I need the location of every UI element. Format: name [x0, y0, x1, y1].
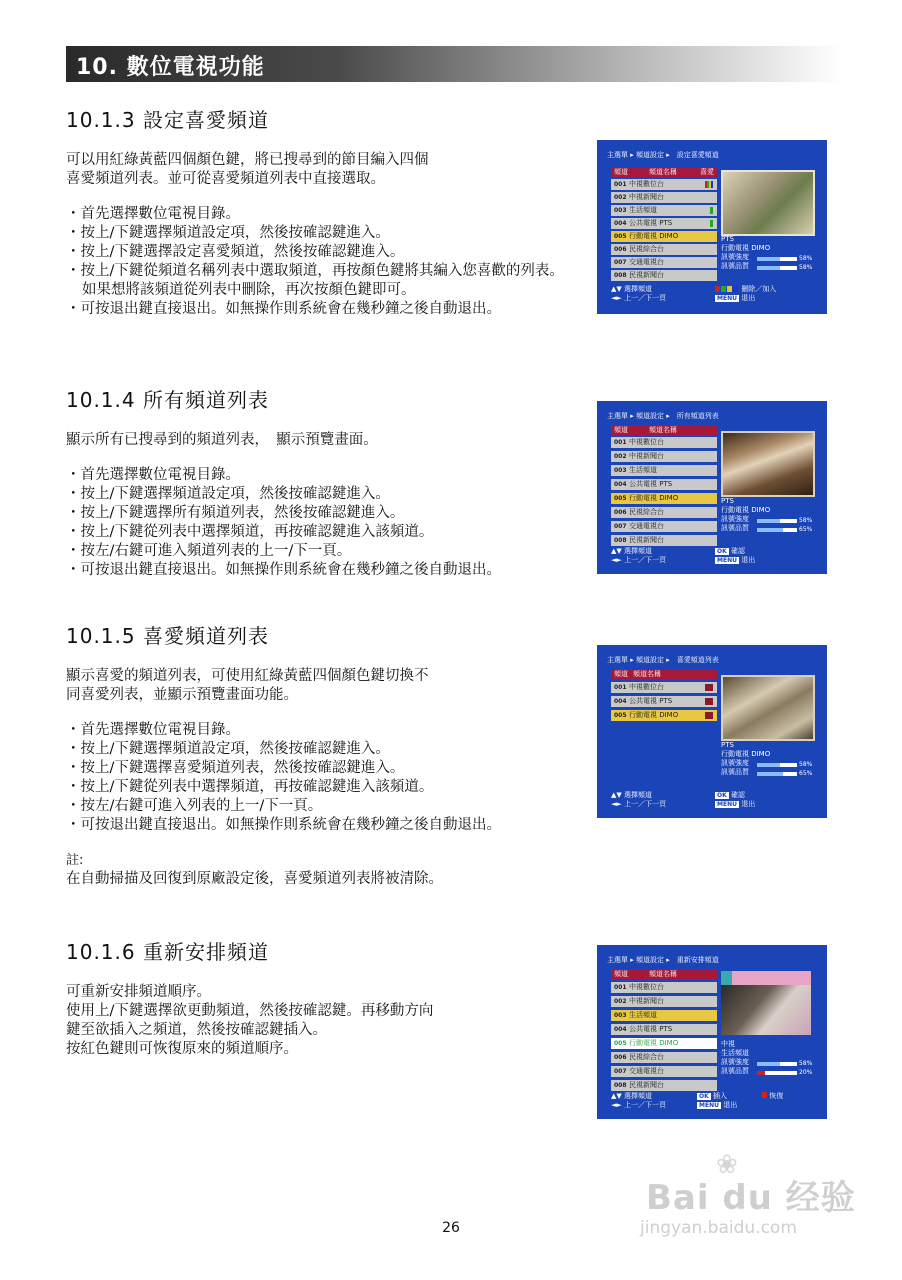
intro-line: 可以用紅綠黃藍四個顏色鍵，將已搜尋到的節目編入四個 — [66, 152, 429, 168]
step-item: ・ 按上/下鍵選擇喜愛頻道列表，然後按確認鍵進入。 — [66, 759, 566, 778]
signal-quality-meter — [757, 772, 797, 776]
channel-row[interactable]: 004 公共電視 PTS — [611, 696, 717, 707]
channel-row[interactable]: 004 公共電視 PTS — [611, 218, 717, 229]
step-item: ・ 按上/下鍵從列表中選擇頻道，再按確認鍵進入該頻道。 — [66, 523, 566, 542]
hint-page: ◄► 上一／下一頁 — [611, 800, 666, 808]
step-item: ・ 首先選擇數位電視目錄。 — [66, 466, 566, 485]
channel-row[interactable]: 001 中視數位台 — [611, 982, 717, 993]
preview-image — [721, 170, 815, 236]
hint-color-keys: 刪除／加入 — [715, 284, 776, 294]
signal-quality-meter — [757, 1071, 797, 1075]
section-title: 10.1.4 所有頻道列表 — [66, 388, 269, 412]
note-text: 在自動掃描及回復到原廠設定後，喜愛頻道列表將被清除。 — [66, 871, 443, 887]
channel-row-moving[interactable]: 005 行動電視 DIMO — [611, 1038, 717, 1049]
tv-screen-favorite-list — [597, 645, 827, 818]
section-title: 10.1.5 喜愛頻道列表 — [66, 624, 269, 648]
signal-info: PTS 行動電視 DIMO 訊號強度 訊號品質 — [721, 235, 771, 270]
step-item: ・ 可按退出鍵直接退出。如無操作則系統會在幾秒鐘之後自動退出。 — [66, 816, 566, 835]
signal-strength-value: 58% — [799, 761, 813, 768]
step-item: ・ 按上/下鍵選擇所有頻道列表，然後按確認鍵進入。 — [66, 504, 566, 523]
intro-line: 顯示所有已搜尋到的頻道列表， 顯示預覽畫面。 — [66, 432, 378, 448]
channel-row[interactable]: 003 生活頻道 — [611, 465, 717, 476]
header-col: 頻道名稱 — [633, 670, 661, 678]
signal-quality-value: 20% — [799, 1069, 813, 1076]
signal-strength-meter — [757, 257, 797, 261]
channel-row[interactable]: 002 中視新聞台 — [611, 192, 717, 203]
favorite-marks — [705, 181, 713, 188]
header-col: 頻道 — [614, 426, 628, 434]
hint-exit: MENU 退出 — [717, 556, 756, 564]
tv-screen-rearrange — [597, 945, 827, 1119]
section-favorite-list — [66, 620, 566, 889]
header-col: 頻道 — [614, 970, 628, 978]
channel-row[interactable]: 003 生活頻道 — [611, 205, 717, 216]
preview-image — [721, 971, 811, 1035]
channel-row-selected[interactable]: 005 行動電視 DIMO — [611, 710, 717, 721]
signal-strength-meter — [757, 763, 797, 767]
tv-screen-all-channels — [597, 401, 827, 574]
hint-page: ◄► 上一／下一頁 — [611, 1101, 666, 1109]
channel-row[interactable]: 002 中視新聞台 — [611, 451, 717, 462]
channel-row[interactable]: 008 民視新聞台 — [611, 270, 717, 281]
favorite-marks — [710, 207, 713, 214]
header-col: 喜愛 — [700, 168, 714, 176]
signal-strength-meter — [757, 519, 797, 523]
steps-list — [66, 721, 566, 835]
tv-screen-set-favorite — [597, 140, 827, 314]
favorite-mark — [705, 698, 713, 705]
steps-list — [66, 205, 566, 319]
channel-row[interactable]: 008 民視新聞台 — [611, 535, 717, 546]
hint-page: ◄► 上一／下一頁 — [611, 294, 666, 302]
channel-row-selected[interactable]: 005 行動電視 DIMO — [611, 231, 717, 242]
favorite-mark — [705, 684, 713, 691]
intro-line: 鍵至欲插入之頻道，然後按確認鍵插入。 — [66, 1022, 327, 1038]
intro-line: 同喜愛列表，並顯示預覽畫面功能。 — [66, 687, 298, 703]
channel-row[interactable]: 004 公共電視 PTS — [611, 479, 717, 490]
section-rearrange — [66, 936, 566, 1059]
step-item: ・ 按左/右鍵可進入列表的上一/下一頁。 — [66, 797, 566, 816]
step-item: ・ 按上/下鍵選擇頻道設定項，然後按確認鍵進入。 — [66, 740, 566, 759]
intro-line: 喜愛頻道列表。並可從喜愛頻道列表中直接選取。 — [66, 171, 385, 187]
watermark-brand: Bai du 经验 — [646, 1178, 856, 1218]
channel-row[interactable]: 004 公共電視 PTS — [611, 1024, 717, 1035]
step-item: ・ 按左/右鍵可進入頻道列表的上一/下一頁。 — [66, 542, 566, 561]
hint-select: ▲▼ 選擇頻道 — [611, 791, 652, 799]
channel-row[interactable]: 007 交通電視台 — [611, 521, 717, 532]
intro-line: 按紅色鍵則可恢復原來的頻道順序。 — [66, 1041, 298, 1057]
page-number: 26 — [442, 1220, 460, 1236]
favorite-marks — [710, 220, 713, 227]
step-item: ・ 可按退出鍵直接退出。如無操作則系統會在幾秒鐘之後自動退出。 — [66, 300, 566, 319]
hint-ok: OK 插入 — [699, 1092, 727, 1100]
hint-exit: MENU 退出 — [717, 294, 756, 302]
chapter-banner — [66, 46, 842, 82]
steps-list — [66, 466, 566, 580]
signal-info: PTS 行動電視 DIMO 訊號強度 訊號品質 — [721, 741, 771, 776]
signal-quality-value: 65% — [799, 526, 813, 533]
tv-list-header — [611, 969, 717, 980]
channel-row[interactable]: 006 民視綜合台 — [611, 244, 717, 255]
intro-line: 使用上/下鍵選擇欲更動頻道，然後按確認鍵。再移動方向 — [66, 1003, 434, 1019]
hint-exit: MENU 退出 — [699, 1101, 738, 1109]
note-label: 註: — [66, 853, 84, 868]
header-col: 頻道名稱 — [649, 168, 677, 176]
hint-exit: MENU 退出 — [717, 800, 756, 808]
hint-select: ▲▼ 選擇頻道 — [611, 285, 652, 293]
preview-image — [721, 675, 815, 741]
channel-row[interactable]: 008 民視新聞台 — [611, 1080, 717, 1091]
channel-row[interactable]: 001 中視數位台 — [611, 682, 717, 693]
hint-ok: OK 確認 — [717, 547, 745, 555]
channel-row[interactable]: 002 中視新聞台 — [611, 996, 717, 1007]
step-item: ・ 首先選擇數位電視目錄。 — [66, 205, 566, 224]
signal-strength-value: 58% — [799, 517, 813, 524]
section-set-favorite — [66, 104, 566, 319]
signal-quality-meter — [757, 528, 797, 532]
tv-list-header — [611, 425, 717, 436]
tv-breadcrumb: 主選單 ▸ 頻道設定 ▸ 所有頻道列表 — [607, 412, 719, 420]
watermark — [640, 1150, 860, 1250]
signal-strength-meter — [757, 1062, 797, 1066]
tv-list-header — [611, 167, 717, 178]
paw-icon: ❀ — [716, 1150, 738, 1180]
chapter-title: 10. 數位電視功能 — [76, 55, 265, 80]
section-all-channels — [66, 384, 566, 580]
tv-breadcrumb: 主選單 ▸ 頻道設定 ▸ 喜愛頻道列表 — [607, 656, 719, 664]
section-title: 10.1.6 重新安排頻道 — [66, 940, 269, 964]
hint-ok: OK 確認 — [717, 791, 745, 799]
channel-row[interactable]: 006 民視綜合台 — [611, 507, 717, 518]
channel-row-selected[interactable]: 003 生活頻道 — [611, 1010, 717, 1021]
header-col: 頻道 — [614, 670, 628, 678]
hint-select: ▲▼ 選擇頻道 — [611, 1092, 652, 1100]
header-col: 頻道名稱 — [649, 970, 677, 978]
hint-select: ▲▼ 選擇頻道 — [611, 547, 652, 555]
step-item: ・ 可按退出鍵直接退出。如無操作則系統會在幾秒鐘之後自動退出。 — [66, 561, 566, 580]
step-item: ・ 按上/下鍵選擇頻道設定項，然後按確認鍵進入。 — [66, 224, 566, 243]
step-item: ・ 按上/下鍵從頻道名稱列表中選取頻道，再按顏色鍵將其編入您喜歡的列表。如果想將該頻道從列表中刪除，再次按顏色鍵即可。 — [66, 262, 566, 300]
signal-quality-value: 58% — [799, 264, 813, 271]
hint-restore: 恢復 — [762, 1091, 783, 1101]
signal-info: PTS 行動電視 DIMO 訊號強度 訊號品質 — [721, 497, 771, 532]
step-item: ・ 按上/下鍵選擇頻道設定項，然後按確認鍵進入。 — [66, 485, 566, 504]
step-item: ・ 首先選擇數位電視目錄。 — [66, 721, 566, 740]
step-item: ・ 按上/下鍵選擇設定喜愛頻道，然後按確認鍵進入。 — [66, 243, 566, 262]
tv-breadcrumb: 主選單 ▸ 頻道設定 ▸ 重新安排頻道 — [607, 956, 719, 964]
tv-list-header — [611, 669, 717, 680]
intro-line: 顯示喜愛的頻道列表，可使用紅綠黃藍四個顏色鍵切換不 — [66, 668, 429, 684]
watermark-url: jingyan.baidu.com — [640, 1218, 797, 1238]
favorite-mark — [705, 712, 713, 719]
channel-row[interactable]: 007 交通電視台 — [611, 257, 717, 268]
hint-page: ◄► 上一／下一頁 — [611, 556, 666, 564]
intro-line: 可重新安排頻道順序。 — [66, 984, 211, 1000]
header-col: 頻道名稱 — [649, 426, 677, 434]
channel-row[interactable]: 007 交通電視台 — [611, 1066, 717, 1077]
signal-quality-value: 65% — [799, 770, 813, 777]
header-col: 頻道 — [614, 168, 628, 176]
section-title: 10.1.3 設定喜愛頻道 — [66, 108, 269, 132]
step-item: ・ 按上/下鍵從列表中選擇頻道，再按確認鍵進入該頻道。 — [66, 778, 566, 797]
channel-row[interactable]: 001 中視數位台 — [611, 179, 717, 190]
signal-strength-value: 58% — [799, 1060, 813, 1067]
signal-quality-meter — [757, 266, 797, 270]
signal-info: 中視 生活頻道 訊號強度 訊號品質 — [721, 1040, 749, 1075]
preview-image — [721, 431, 815, 497]
signal-strength-value: 58% — [799, 255, 813, 262]
channel-row[interactable]: 006 民視綜合台 — [611, 1052, 717, 1063]
tv-breadcrumb: 主選單 ▸ 頻道設定 ▸ 設定喜愛頻道 — [607, 151, 719, 159]
channel-row-selected[interactable]: 005 行動電視 DIMO — [611, 493, 717, 504]
channel-row[interactable]: 001 中視數位台 — [611, 437, 717, 448]
